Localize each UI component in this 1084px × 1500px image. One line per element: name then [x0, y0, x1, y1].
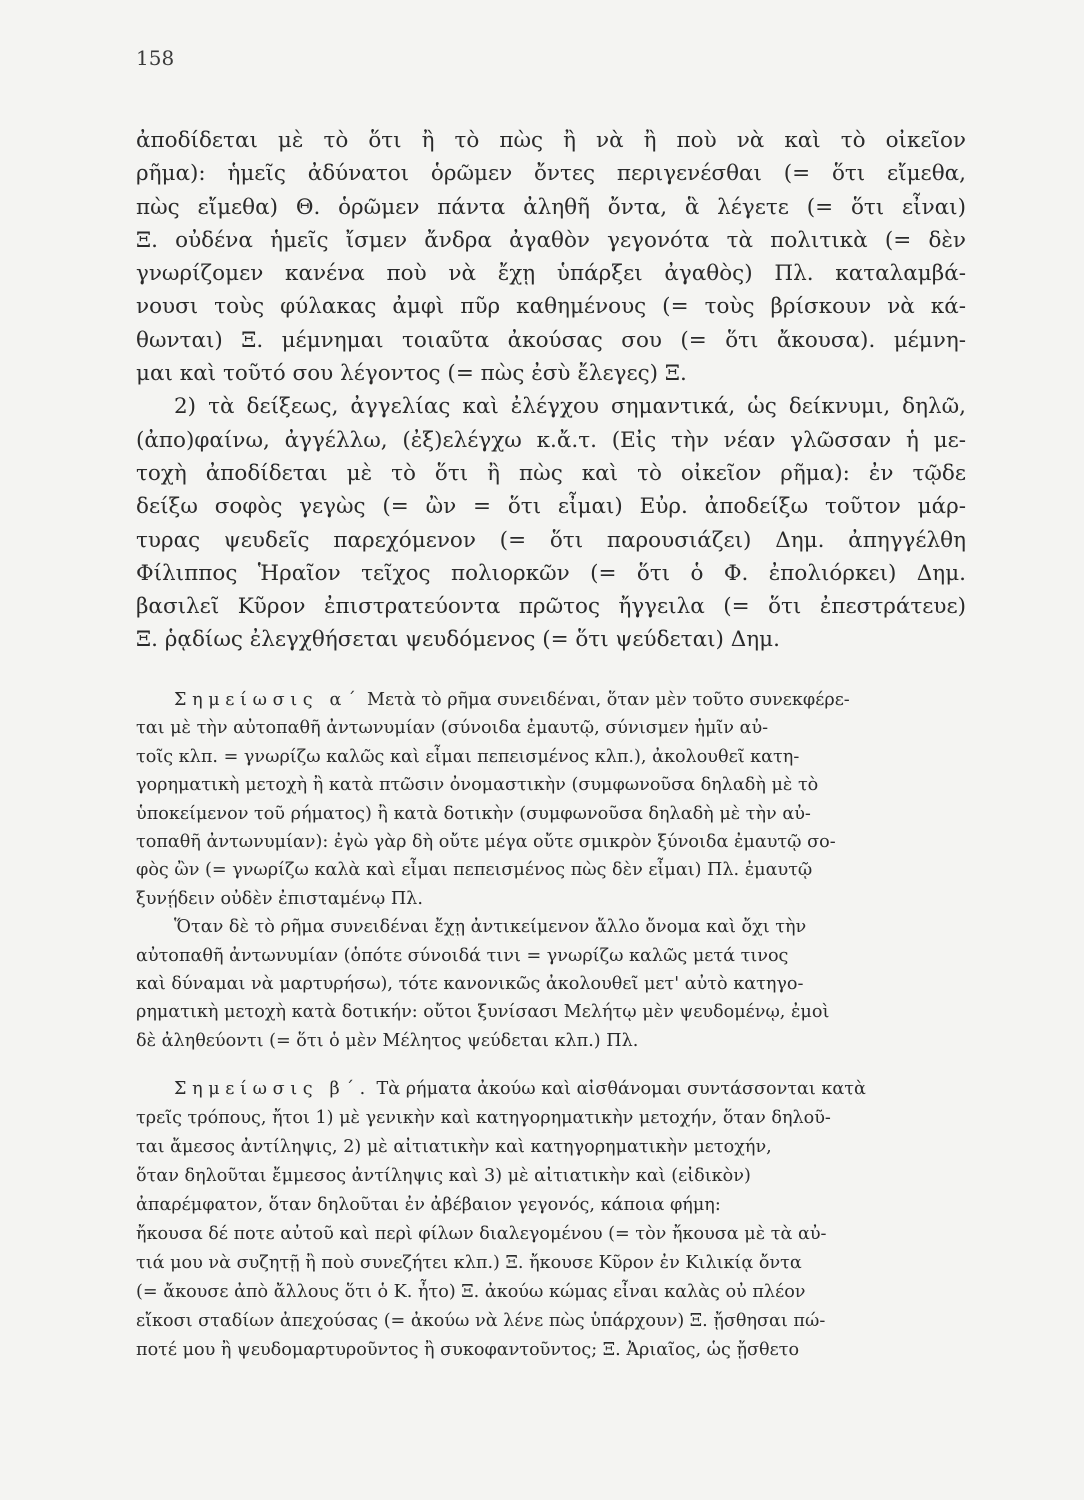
note-line: (= ἄκουσε ἀπὸ ἄλλους ὅτι ὁ Κ. ἦτο) Ξ. ἀκούω κώμας εἶναι καλὰς οὐ πλέον [136, 1282, 806, 1302]
note-line: ρηματικὴ μετοχὴ κατὰ δοτικήν: οὔτοι ξυνίσασι Μελήτῳ μὲν ψευδομένῳ, ἐμοὶ [136, 1002, 830, 1023]
note-line: ἤκουσα δέ ποτε αὐτοῦ καὶ περὶ φίλων διαλεγομένου (= τὸν ἤκουσα μὲ τὰ αὐ- [136, 1224, 827, 1244]
note-line: τοπαθῆ ἀντωνυμίαν): ἐγὼ γὰρ δὴ οὔτε μέγα οὔτε σμικρὸν ξύνοιδα ἐμαυτῷ σο- [136, 832, 836, 853]
note-heading: Σημείωσις β΄. [174, 1079, 371, 1099]
text-line: τυρας ψευδεῖς παρεχόμενον (= ὅτι παρουσιάζει) Δημ. ἀπηγγέλθη [136, 527, 966, 553]
text-line: 2) τὰ δείξεως, ἀγγελίας καὶ ἐλέγχου σημαντικά, ὡς δείκνυμι, δηλῶ, [174, 394, 966, 420]
note-line: ὅταν δηλοῦται ἔμμεσος ἀντίληψις καὶ 3) μὲ αἰτιατικὴν καὶ (εἰδικὸν) [136, 1166, 751, 1186]
note-heading: Σημείωσις α΄ [174, 690, 362, 710]
note-line: ποτέ μου ἢ ψευδομαρτυροῦντος ἢ συκοφαντοῦντος; Ξ. Ἀριαῖος, ὡς ᾔσθετο [136, 1340, 800, 1360]
note-line: ται μὲ τὴν αὐτοπαθῆ ἀντωνυμίαν (σύνοιδα ἐμαυτῷ, σύνισμεν ἡμῖν αὐ- [136, 718, 769, 739]
text-line: θωνται) Ξ. μέμνημαι τοιαῦτα ἀκούσας σου (= ὅτι ἄκουσα). μέμνη- [136, 327, 966, 353]
text-line: νουσι τοὺς φύλακας ἀμφὶ πῦρ καθημένους (= τοὺς βρίσκουν νὰ κά- [136, 294, 966, 320]
page-number: 158 [136, 46, 175, 70]
note-2 [136, 1075, 966, 1365]
note-line: Σημείωσις β΄. Τὰ ρήματα ἀκούω καὶ αἰσθάνομαι συντάσσονται κατὰ [174, 1079, 866, 1099]
note-line: ται ἄμεσος ἀντίληψις, 2) μὲ αἰτιατικὴν καὶ κατηγορηματικὴν μετοχήν, [136, 1137, 772, 1157]
text-line: Φίλιππος Ἡραῖον τεῖχος πολιορκῶν (= ὅτι ὁ Φ. ἐπολιόρκει) Δημ. [136, 560, 966, 586]
note-line: τιά μου νὰ συζητῇ ἢ ποὺ συνεζήτει κλπ.) Ξ. ἤκουσε Κῦρον ἐν Κιλικίᾳ ὄντα [136, 1253, 802, 1273]
text-line: (ἀπο)φαίνω, ἀγγέλλω, (ἐξ)ελέγχω κ.ἄ.τ. (Εἰς τὴν νέαν γλῶσσαν ἡ με- [136, 427, 966, 453]
text-line: δείξω σοφὸς γεγὼς (= ὢν = ὅτι εἶμαι) Εὐρ. ἀποδείξω τοῦτον μάρ- [136, 494, 966, 520]
text-line: Ξ. οὐδένα ἡμεῖς ἴσμεν ἄνδρα ἀγαθὸν γεγονότα τὰ πολιτικὰ (= δὲν [136, 227, 966, 253]
text-line: βασιλεῖ Κῦρον ἐπιστρατεύοντα πρῶτος ἤγγειλα (= ὅτι ἐπεστράτευε) [136, 594, 966, 620]
note-line: ἀπαρέμφατον, ὅταν δηλοῦται ἐν ἀβέβαιον γεγονός, κάποια φήμη: [136, 1195, 721, 1215]
text-line: ἀποδίδεται μὲ τὸ ὅτι ἢ τὸ πὼς ἢ νὰ ἢ ποὺ νὰ καὶ τὸ οἰκεῖον [136, 128, 966, 153]
text-line: ρῆμα): ἡμεῖς ἀδύνατοι ὁρῶμεν ὄντες περιγενέσθαι (= ὅτι εἴμεθα, [136, 161, 966, 187]
note-line: γορηματικὴ μετοχὴ ἢ κατὰ πτῶσιν ὀνομαστικὴν (συμφωνοῦσα δηλαδὴ μὲ τὸ [136, 775, 819, 796]
note-line: δὲ ἀληθεύοντι (= ὅτι ὁ μὲν Μέλητος ψεύδεται κλπ.) Πλ. [136, 1030, 639, 1051]
text-line: γνωρίζομεν κανένα ποὺ νὰ ἔχῃ ὑπάρξει ἀγαθὸς) Πλ. καταλαμβά- [136, 261, 966, 287]
note-line: ὑποκείμενον τοῦ ρήματος) ἢ κατὰ δοτικὴν (συμφωνοῦσα δηλαδὴ μὲ τὴν αὐ- [136, 803, 811, 824]
note-line: Ὅταν δὲ τὸ ρῆμα συνειδέναι ἔχῃ ἀντικείμενον ἄλλο ὄνομα καὶ ὄχι τὴν [174, 917, 807, 938]
note-line: τρεῖς τρόπους, ἤτοι 1) μὲ γενικὴν καὶ κατηγορηματικὴν μετοχήν, ὅταν δηλοῦ- [136, 1108, 831, 1128]
note-line: φὸς ὢν (= γνωρίζω καλὰ καὶ εἶμαι πεπεισμένος πὼς δὲν εἶμαι) Πλ. ἐμαυτῷ [136, 860, 813, 881]
note-line: ξυνῄδειν οὐδὲν ἐπισταμένῳ Πλ. [136, 888, 423, 909]
text-line: Ξ. ῥᾳδίως ἐλεγχθήσεται ψευδόμενος (= ὅτι ψεύδεται) Δημ. [136, 627, 780, 653]
text-line: μαι καὶ τοῦτό σου λέγοντος (= πὼς ἐσὺ ἔλεγες) Ξ. [136, 361, 687, 387]
note-line: αὐτοπαθῆ ἀντωνυμίαν (ὁπότε σύνοιδά τινι = γνωρίζω καλῶς μετά τινος [136, 945, 789, 966]
note-line: καὶ δύναμαι νὰ μαρτυρήσω), τότε κανονικῶς ἀκολουθεῖ μετ' αὐτὸ κατηγο- [136, 974, 804, 995]
text-line: πὼς εἴμεθα) Θ. ὁρῶμεν πάντα ἀληθῆ ὄντα, ἃ λέγετε (= ὅτι εἶναι) [136, 194, 966, 220]
note-line: εἴκοσι σταδίων ἀπεχούσας (= ἀκούω νὰ λένε πὼς ὑπάρχουν) Ξ. ᾔσθησαι πώ- [136, 1311, 826, 1331]
note-line: Σημείωσις α΄ Μετὰ τὸ ρῆμα συνειδέναι, ὅταν μὲν τοῦτο συνεκφέρε- [174, 690, 850, 710]
text-line: τοχὴ ἀποδίδεται μὲ τὸ ὅτι ἢ πὼς καὶ τὸ οἰκεῖον ρῆμα): ἐν τῷδε [136, 460, 966, 486]
main-text [136, 124, 966, 657]
note-1 [136, 686, 966, 1055]
note-line: τοῖς κλπ. = γνωρίζω καλῶς καὶ εἶμαι πεπεισμένος κλπ.), ἀκολουθεῖ κατη- [136, 746, 800, 767]
